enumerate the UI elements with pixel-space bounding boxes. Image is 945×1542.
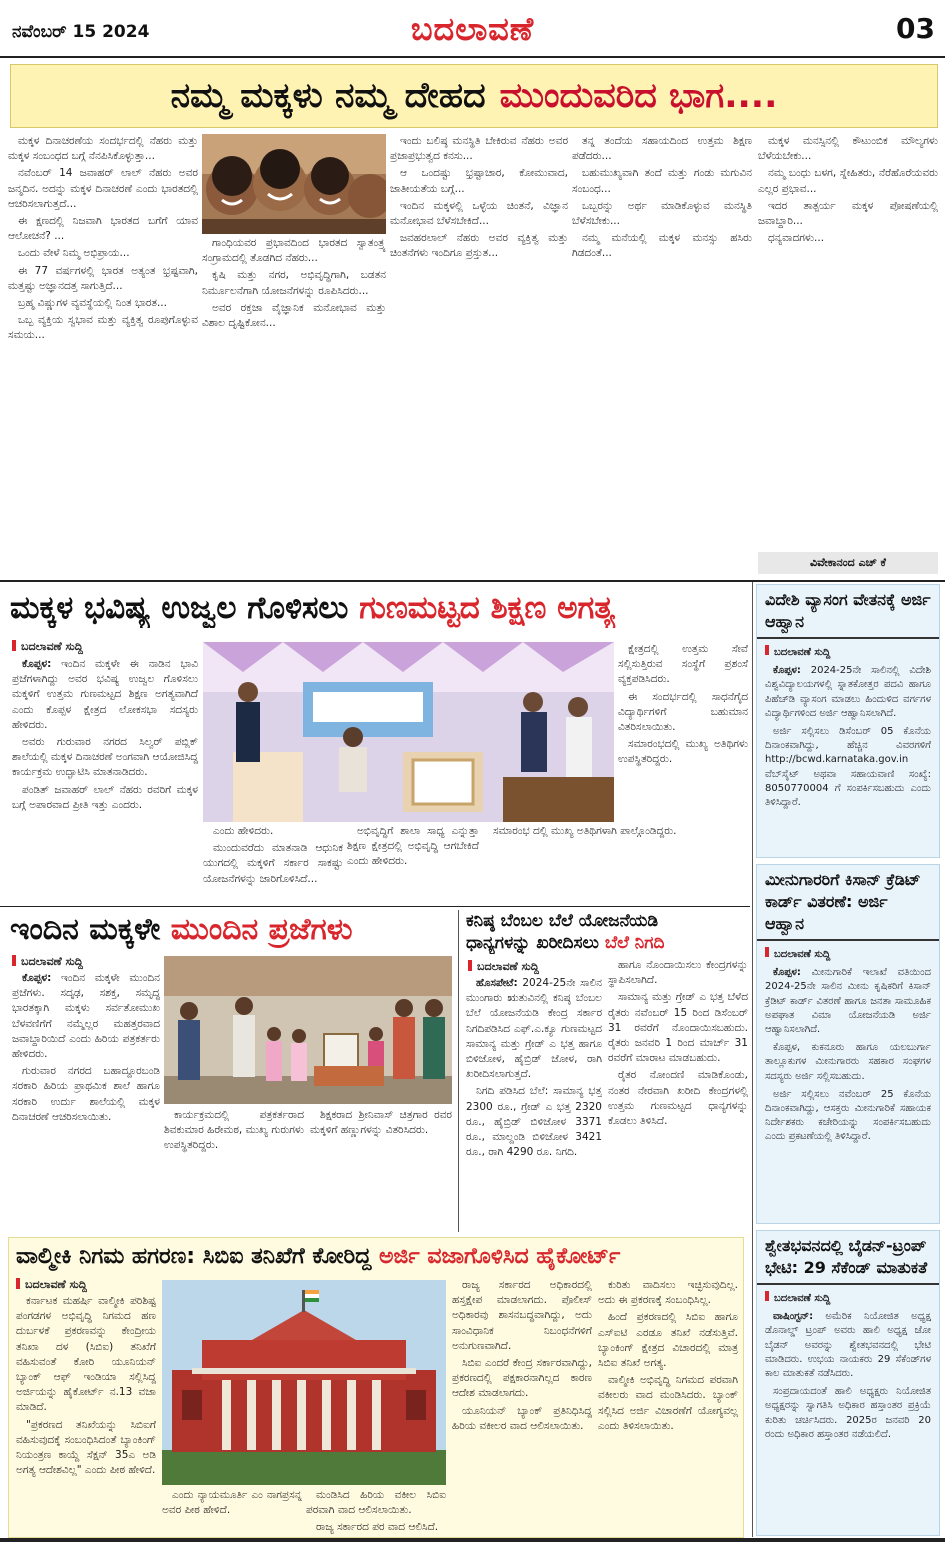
newspaper-name: ಬದಲಾವಣೆ bbox=[410, 10, 535, 48]
paragraph: ಅರ್ಜಿ ಸಲ್ಲಿಸಲು ನವೆಂಬರ್ 25 ಕೊನೆಯ ದಿನಾಂಕವಾಗಿದ್ದು, ಆಸಕ್ತರು ಮೀನುಗಾರಿಕೆ ಸಹಾಯಕ ನಿರ್ದೇಶಕರು ಕಚೇರಿಯನ್ನು ಸಂಪರ್ಕಿಸಬಹುದು ಎಂದು ಪ್ರಕಟಣೆಯಲ್ಲಿ ತಿಳಿಸಿದ್ದಾರೆ. bbox=[765, 1088, 931, 1143]
valmiki-column-3 bbox=[598, 1278, 738, 1534]
paragraph: ಸಾಮಾನ್ಯ ಮತ್ತು ಗ್ರೇಡ್ ಎ ಭತ್ತ ಬೆಳೆದ ರೈತರು ನವೆಂಬರ್ 15 ರಿಂದ ಡಿಸೆಂಬರ್ 31 ರವರೆಗೆ ನೊಂದಾಯಿಸಬಹುದು. ರೈತರು ಜನವರಿ 1 ರಿಂದ ಮಾರ್ಚ್ 31 ರವರೆಗೆ ಮಾರಾಟ ಮಾಡಬಹುದು. bbox=[608, 991, 748, 1065]
education-strip-3 bbox=[483, 824, 748, 904]
photo-caption: ಎಂದು ಹೇಳಿದರು. bbox=[213, 825, 274, 837]
column-divider bbox=[458, 910, 459, 1232]
byline-text: ಬದಲಾವಣೆ ಸುದ್ದಿ bbox=[774, 1293, 831, 1304]
paragraph: ಕೃಷಿ ಮತ್ತು ನಗರ, ಅಭಿವೃದ್ಧಿಗಾಗಿ, ಬಡತನ ನಿರ್ಮೂಲನೆಗಾಗಿ ಯೋಜನೆಗಳನ್ನು ರೂಪಿಸಿದರು... bbox=[202, 269, 386, 297]
valmiki-headline-highlight: ಅರ್ಜಿ ವಜಾಗೊಳಿಸಿದ ಹೈಕೋರ್ಟ್ bbox=[379, 1244, 621, 1269]
paragraph-text: ಇಂದಿನ ಮಕ್ಕಳೇ ಮುಂದಿನ ಪ್ರಜೆಗಳು. ಸದೃಢ, ಸಶಕ್ತ, ಸಮೃದ್ಧ ಭಾರತಕ್ಕಾಗಿ ಮಕ್ಕಳು ಸರ್ವತೋಮುಖ ಬೆಳವಣಿಗೆಗೆ ನಮ್ಮೆಲ್ಲರ ಮಹತ್ತರವಾದ ಜವಾಬ್ದಾರಿಯಿದೆ ಎಂದು ಹಿರಿಯ ಪತ್ರಕರ್ತರು ಹೇಳಿದರು. bbox=[12, 972, 160, 1061]
education-column-2 bbox=[618, 642, 748, 822]
masthead bbox=[0, 0, 945, 58]
dateline: ಕೊಪ್ಪಳ: bbox=[773, 665, 801, 677]
foreign-scholarship-body bbox=[757, 639, 939, 820]
paragraph: ವಾಲ್ಮೀಕಿ ಅಭಿವೃದ್ಧಿ ನಿಗಮದ ಪರವಾಗಿ ವಕೀಲರು ವಾದ ಮಂಡಿಸಿದರು. ಬ್ಯಾಂಕ್ ಸಲ್ಲಿಸಿದ ಅರ್ಜಿ ವಿಚಾರಣೆಗೆ ಯೋಗ್ಯವಲ್ಲ ಎಂದು ತಿಳಿಸಲಾಯಿತು. bbox=[598, 1374, 738, 1432]
paragraph: ಇದರ ತಾತ್ಪರ್ಯ ಮಕ್ಕಳ ಪೋಷಣೆಯಲ್ಲಿ ಜವಾಬ್ದಾರಿ... bbox=[758, 199, 938, 228]
paragraph: ನಮ್ಮ ಬಂಧು ಬಳಗ, ಸ್ನೇಹಿತರು, ನೆರೆಹೊರೆಯವರು ಎಲ್ಲರ ಪ್ರಭಾವ... bbox=[758, 167, 938, 195]
paragraph: ಕೊಪ್ಪಳ, ಕುಕನೂರು ಹಾಗೂ ಯಲಬುರ್ಗಾ ತಾಲ್ಲೂಕುಗಳ ಮೀನುಗಾರರು ಸಹಕಾರ ಸಂಘಗಳ ಸದಸ್ಯರು ಅರ್ಜಿ ಸಲ್ಲಿಸಬಹುದು. bbox=[765, 1042, 931, 1082]
paragraph: ಮಕ್ಕಳ ದಿನಾಚರಣೆಯ ಸಂದರ್ಭದಲ್ಲಿ ನೆಹರು ಮತ್ತು ಮಕ್ಕಳ ಸಂಬಂಧದ ಬಗ್ಗೆ ನೆನಪಿಸಿಕೊಳ್ಳುತ್ತಾ... bbox=[8, 135, 198, 163]
feature-headline bbox=[10, 64, 938, 128]
byline-text: ಬದಲಾವಣೆ ಸುದ್ದಿ bbox=[774, 949, 831, 960]
paragraph: ಜವಹರಲಾಲ್ ನೆಹರು ಅವರ ವ್ಯಕ್ತಿತ್ವ ಮತ್ತು ಚಿಂತನೆಗಳು ಇಂದಿಗೂ ಪ್ರಸ್ತುತ... bbox=[390, 232, 568, 260]
fishermen-kcc-title: ಮೀನುಗಾರರಿಗೆ ಕಿಸಾನ್ ಕ್ರೆಡಿಟ್ ಕಾರ್ಡ್ ವಿತರಣೆ: ಅರ್ಜಿ ಆಹ್ವಾನ bbox=[757, 865, 939, 941]
msp-headline-line-1: ಕನಿಷ್ಠ ಬೆಂಬಲ ಬೆಲೆ ಯೋಜನೆಯಡಿ bbox=[466, 911, 659, 931]
photo-caption: ಎಂದು ನ್ಯಾಯಮೂರ್ತಿ ಎಂ ನಾಗಪ್ರಸನ್ನ ಅವರ ಪೀಠ ಹೇಳಿದೆ. bbox=[162, 1489, 302, 1517]
education-strip-2 bbox=[347, 824, 479, 904]
paragraph: ಶಿಕ್ಷಕರಾದ ಶ್ರೀನಿವಾಸ್ ಚಿತ್ರಗಾರ ರವರ ಮಕ್ಕಳಿಗೆ ಹಣ್ಣುಗಳನ್ನು ವಿತರಿಸಿದರು. bbox=[310, 1109, 452, 1137]
column-divider bbox=[752, 582, 753, 1537]
biden-trump-box bbox=[756, 1230, 940, 1536]
valmiki-column-2 bbox=[452, 1278, 592, 1534]
paragraph: ಈ ಸಂದರ್ಭದಲ್ಲಿ ಸಾಧನೆಗೈದ ವಿದ್ಯಾರ್ಥಿಗಳಿಗೆ ಬಹುಮಾನ ವಿತರಿಸಲಾಯಿತು. bbox=[618, 690, 748, 734]
paragraph bbox=[12, 657, 198, 733]
paragraph: ರಾಜ್ಯ ಸರ್ಕಾರದ ಅಧಿಕಾರದಲ್ಲಿ ಹಸ್ತಕ್ಷೇಪ ಮಾಡಲಾಗದು. ಪೊಲೀಸ್ ಅಧಿಕಾರವು ಶಾಸನಬದ್ಧವಾಗಿದ್ದು, ಅದು ಸಾಂವಿಧಾನಿಕ ನಿಬಂಧನೆಗಳಿಗೆ ಅನುಗುಣವಾಗಿದೆ. bbox=[452, 1279, 592, 1352]
paragraph: ಒಂದು ವೇಳೆ ನಿಮ್ಮ ಅಭಿಪ್ರಾಯ... bbox=[18, 247, 130, 260]
paragraph: ಅವರ ರಕ್ತಜಾ ವೈಜ್ಞಾನಿಕ ಮನೋಭಾವ ಮತ್ತು ವಿಶಾಲ ದೃಷ್ಟಿಕೋನ... bbox=[202, 301, 386, 330]
education-strip-1 bbox=[203, 824, 343, 904]
paragraph: ಹಿಂದೆ ಪ್ರಕರಣದಲ್ಲಿ ಸಿಬಿಐ ಹಾಗೂ ಎಸ್ಐಟಿ ಎರಡೂ ತನಿಖೆ ನಡೆಸುತ್ತಿವೆ. ಬ್ಯಾಂಕಿಂಗ್ ಕ್ಷೇತ್ರದ ವಿಚಾರದಲ್ಲಿ ಮಾತ್ರ ಸಿಬಿಐ ತನಿಖೆ ಅಗತ್ಯ. bbox=[598, 1311, 738, 1370]
paragraph bbox=[765, 1310, 931, 1381]
author-credit: ವಿವೇಕಾನಂದ ಎಚ್ ಕೆ bbox=[758, 552, 938, 574]
byline-text: ಬದಲಾವಣೆ ಸುದ್ದಿ bbox=[25, 1278, 87, 1291]
paragraph-text: ಅಮೆರಿಕ ನಿಯೋಜಿತ ಅಧ್ಯಕ್ಷ ಡೊನಾಲ್ಡ್ ಟ್ರಂಪ್ ಅವರು ಹಾಲಿ ಅಧ್ಯಕ್ಷ ಜೋ ಬೈಡನ್ ಅವರನ್ನು ಶ್ವೇತಭವನದಲ್ಲಿ ಭೇಟಿ ಮಾಡಿದರು. ಉಭಯ ನಾಯಕರು 29 ಸೆಕೆಂಡ್‌ಗಳ ಕಾಲ ಮಾತುಕತೆ ನಡೆಸಿದರು. bbox=[765, 1311, 931, 1380]
education-headline-highlight: ಗುಣಮಟ್ಟದ ಶಿಕ್ಷಣ ಅಗತ್ಯ bbox=[359, 590, 616, 626]
section-divider bbox=[0, 580, 945, 582]
paragraph: ಕ್ಷೇತ್ರದಲ್ಲಿ ಉತ್ತಮ ಸೇವೆ ಸಲ್ಲಿಸುತ್ತಿರುವ ಸಂಸ್ಥೆಗೆ ಪ್ರಶಂಸೆ ವ್ಯಕ್ತಪಡಿಸಿದರು. bbox=[618, 643, 748, 686]
paragraph-text: 2024-25ನೇ ಸಾಲಿನಲ್ಲಿ ವಿದೇಶಿ ವಿಶ್ವವಿದ್ಯಾಲಯಗಳಲ್ಲಿ ಸ್ನಾತಕೋತ್ತರ ಪದವಿ ಹಾಗೂ ಪಿಹೆಚ್‌ಡಿ ವ್ಯಾಸಂಗ ಮಾಡಲು ಹಿಂದುಳಿದ ವರ್ಗಗಳ ವಿದ್ಯಾರ್ಥಿಗಳಿಂದ ಅರ್ಜಿ ಆಹ್ವಾನಿಸಲಾಗಿದೆ. bbox=[765, 665, 931, 719]
paragraph: ಸಂಪ್ರದಾಯದಂತೆ ಹಾಲಿ ಅಧ್ಯಕ್ಷರು ನಿಯೋಜಿತ ಅಧ್ಯಕ್ಷರನ್ನು ಸ್ವಾಗತಿಸಿ ಅಧಿಕಾರ ಹಸ್ತಾಂತರ ಪ್ರಕ್ರಿಯೆ ಕುರಿತು ಚರ್ಚಿಸಿದರು. 2025ರ ಜನವರಿ 20 ರಂದು ಅಧಿಕಾರ ಹಸ್ತಾಂತರ ನಡೆಯಲಿದೆ. bbox=[765, 1386, 931, 1440]
paragraph: ತನ್ನ ತಂದೆಯ ಸಹಾಯದಿಂದ ಉತ್ತಮ ಶಿಕ್ಷಣ ಪಡೆದರು... bbox=[572, 135, 752, 163]
paragraph: ಮಕ್ಕಳ ಮನಸ್ಸಿನಲ್ಲಿ ಕೌಟುಂಬಿಕ ಮೌಲ್ಯಗಳು ಬೆಳೆಯಬೇಕು... bbox=[758, 135, 938, 163]
dateline: ಹೊಸಪೇಟೆ: bbox=[476, 977, 518, 989]
paragraph: ಅಭಿವೃದ್ಧಿಗೆ ಶಾಲಾ ಸಾಧ್ಯ ಎನ್ನುತ್ತಾ ಶಿಕ್ಷಣ ಕ್ಷೇತ್ರದಲ್ಲಿ ಅಭಿವೃದ್ಧಿ ಆಗಬೇಕಿದೆ ಎಂದು ಹೇಳಿದರು. bbox=[347, 825, 479, 868]
paragraph: ಕರ್ನಾಟಕ ಮಹರ್ಷಿ ವಾಲ್ಮೀಕಿ ಪರಿಶಿಷ್ಟ ಪಂಗಡಗಳ ಅಭಿವೃದ್ಧಿ ನಿಗಮದ ಹಣ ದುರ್ಬಳಕೆ ಪ್ರಕರಣವನ್ನು ಕೇಂದ್ರೀಯ ತನಿಖಾ ದಳ (ಸಿಬಿಐ) ತನಿಖೆಗೆ ವಹಿಸುವಂತೆ ಕೋರಿ ಯೂನಿಯನ್ ಬ್ಯಾಂಕ್ ಆಫ್ ಇಂಡಿಯಾ ಸಲ್ಲಿಸಿದ್ದ ಅರ್ಜಿಯನ್ನು ಹೈಕೋರ್ಟ್ ನ.13 ವಜಾ ಮಾಡಿದೆ. bbox=[16, 1295, 156, 1414]
paragraph: ಅವರು ಗುರುವಾರ ನಗರದ ಸಿಲ್ವರ್ ಪಬ್ಲಿಕ್ ಶಾಲೆಯಲ್ಲಿ ಮಕ್ಕಳ ದಿನಾಚರಣೆ ಅಂಗವಾಗಿ ಆಯೋಜಿಸಿದ್ದ ಕಾರ್ಯಕ್ರಮ ಉದ್ಘಾಟಿಸಿ ಮಾತನಾಡಿದರು. bbox=[12, 736, 198, 779]
paragraph: ಧನ್ಯವಾದಗಳು... bbox=[768, 232, 825, 245]
citizens-headline-highlight: ಮುಂದಿನ ಪ್ರಜೆಗಳು bbox=[170, 912, 353, 947]
paragraph-text: ಇಂದಿನ ಮಕ್ಕಳೇ ಈ ನಾಡಿನ ಭಾವಿ ಪ್ರಜೆಗಳಾಗಿದ್ದು ಅವರ ಭವಿಷ್ಯ ಉಜ್ವಲ ಗೊಳಿಸಲು ಮಕ್ಕಳಿಗೆ ಉತ್ತಮ ಗುಣಮಟ್ಟದ ಶಿಕ್ಷಣ ಅಗತ್ಯವಾಗಿದೆ ಎಂದು ಕೊಪ್ಪಳ ಕ್ಷೇತ್ರದ ಲೋಕಸಭಾ ಸದಸ್ಯರು ಹೇಳಿದರು. bbox=[12, 658, 198, 731]
education-headline-main: ಮಕ್ಕಳ ಭವಿಷ್ಯ ಉಜ್ವಲ ಗೊಳಿಸಲು bbox=[10, 590, 349, 626]
children-photo bbox=[202, 134, 386, 234]
dateline: ಕೊಪ್ಪಳ: bbox=[22, 972, 52, 984]
citizens-strip-1 bbox=[164, 1108, 304, 1232]
feature-column-5 bbox=[758, 134, 938, 546]
paragraph: ಈ ಕ್ಷಣದಲ್ಲಿ ನಿಜವಾಗಿ ಭಾರತದ ಬಗೆಗೆ ಯಾವ ಆಲೋಚನೆ? ... bbox=[8, 215, 198, 243]
paragraph bbox=[466, 976, 602, 1082]
paragraph: ಗುರುವಾರ ನಗರದ ಬಹಾದ್ದೂರಬಂಡಿ ಸರಕಾರಿ ಹಿರಿಯ ಪ್ರಾಥಮಿಕ ಶಾಲೆ ಹಾಗೂ ಸರಕಾರಿ ಉರ್ದು ಶಾಲೆಯಲ್ಲಿ ಮಕ್ಕಳ ದಿನಾಚರಣೆ ಆಚರಿಸಲಾಯಿತು. bbox=[12, 1065, 160, 1123]
msp-headline-line-2 bbox=[466, 932, 748, 954]
paragraph: ಸಮಾರಂಭ ದಲ್ಲಿ ಮುಖ್ಯ ಅತಿಥಿಗಳಾಗಿ ಪಾಲ್ಗೊಂಡಿದ್ದರು. bbox=[493, 825, 677, 837]
paragraph: ನಿಗದಿ ಪಡಿಸಿದ ಬೆಲೆ: ಸಾಮಾನ್ಯ ಭತ್ತ 2300 ರೂ., ಗ್ರೇಡ್ ಎ ಭತ್ತ 2320 ರೂ., ಹೈಬ್ರಿಡ್ ಬಿಳಿಜೋಳ 3371 ರೂ., ಮಾಲ್ದಂಡಿ ಬಿಳಿಜೋಳ 3421 ರೂ., ರಾಗಿ 4290 ರೂ. ನಿಗದಿ. bbox=[466, 1085, 602, 1159]
paragraph: ಆ ಒಂದಷ್ಟು ಭ್ರಷ್ಟಾಚಾರ, ಕೋಮುವಾದ, ಜಾತೀಯತೆಯ ಬಗ್ಗೆ... bbox=[390, 167, 568, 195]
biden-trump-body bbox=[757, 1285, 939, 1452]
byline-text: ಬದಲಾವಣೆ ಸುದ್ದಿ bbox=[21, 955, 83, 968]
page-bottom-rule bbox=[0, 1538, 945, 1542]
byline bbox=[765, 947, 931, 962]
dateline: ಕೊಪ್ಪಳ: bbox=[22, 658, 52, 670]
childrens-day-event-photo bbox=[203, 642, 614, 822]
high-court-photo bbox=[162, 1280, 446, 1485]
paragraph: ಈ 77 ವರ್ಷಗಳಲ್ಲಿ ಭಾರತ ಅತ್ಯಂತ ಭ್ರಷ್ಟವಾಗಿ, ಮತ್ತಷ್ಟು ಅಜ್ಞಾನದತ್ತ ಸಾಗುತ್ತಿದೆ... bbox=[8, 264, 198, 292]
byline bbox=[12, 640, 83, 654]
byline-text: ಬದಲಾವಣೆ ಸುದ್ದಿ bbox=[21, 640, 83, 653]
paragraph: ಪಂಡಿತ್ ಜವಾಹರ್ ಲಾಲ್ ನೆಹರು ರವರಿಗೆ ಮಕ್ಕಳ ಬಗ್ಗೆ ಅಪಾರವಾದ ಪ್ರೀತಿ ಇತ್ತು ಎಂದರು. bbox=[12, 783, 198, 811]
paragraph: ಬಹುಮುಖ್ಯವಾಗಿ ತಂದೆ ಮತ್ತು ಗಂಡು ಮಗುವಿನ ಸಂಬಂಧ... bbox=[572, 167, 752, 195]
section-divider bbox=[0, 906, 750, 907]
school-event-photo bbox=[164, 956, 452, 1104]
msp-headline-main: ಧಾನ್ಯಗಳನ್ನು ಖರೀದಿಸಲು bbox=[466, 933, 599, 953]
paragraph-text: ಮೀನುಗಾರಿಕೆ ಇಲಾಖೆ ವತಿಯಿಂದ 2024-25ನೇ ಸಾಲಿನ ಮೀನು ಕೃಷಿಕರಿಗೆ ಕಿಸಾನ್ ಕ್ರೆಡಿಟ್ ಕಾರ್ಡ್ ವಿತರಣೆ ಹಾಗೂ ಜನತಾ ಸಾಮೂಹಿಕ ಅಪಘಾತ ವಿಮಾ ಯೋಜನೆಯಡಿ ಅರ್ಜಿ ಆಹ್ವಾನಿಸಲಾಗಿದೆ. bbox=[765, 967, 931, 1036]
msp-headline-highlight: ಬೆಲೆ ನಿಗದಿ bbox=[604, 933, 665, 953]
paragraph: ಯೂನಿಯನ್ ಬ್ಯಾಂಕ್ ಪ್ರತಿನಿಧಿಸಿದ್ದ ಹಿರಿಯ ವಕೀಲರ ವಾದ ಆಲಿಸಲಾಯಿತು. bbox=[452, 1404, 592, 1432]
citizens-column-1 bbox=[12, 971, 160, 1231]
msp-column-2 bbox=[608, 958, 748, 1232]
dateline: ಕೊಪ್ಪಳ: bbox=[773, 967, 801, 979]
paragraph: ಸಿಬಿಐ ಎಂದರೆ ಕೇಂದ್ರ ಸರ್ಕಾರವಾಗಿದ್ದು, ಪ್ರಕರಣದಲ್ಲಿ ಪಕ್ಷಕಾರನಾಗಿಲ್ಲದ ಕಾರಣ ಆದೇಶ ಮಾಡಲಾಗದು. bbox=[452, 1357, 592, 1400]
valmiki-strip-2 bbox=[306, 1488, 446, 1536]
paragraph: ಕಾರ್ಯಕ್ರಮದಲ್ಲಿ ಪತ್ರಕರ್ತರಾದ ಶಿವಕುಮಾರ ಹಿರೇಮಠ, ಮುಖ್ಯ ಗುರುಗಳು ಉಪಸ್ಥಿತರಿದ್ದರು. bbox=[164, 1109, 304, 1152]
valmiki-strip-1 bbox=[162, 1488, 302, 1536]
feature-headline-highlight: ಮುಂದುವರಿದ ಭಾಗ.... bbox=[499, 76, 778, 116]
paragraph: "ಪ್ರಕರಣದ ತನಿಖೆಯನ್ನು ಸಿಬಿಐಗೆ ವಹಿಸುವುದಕ್ಕೆ ಸಂಬಂಧಿಸಿದಂತೆ ಬ್ಯಾಂಕಿಂಗ್ ನಿಯಂತ್ರಣ ಕಾಯ್ದೆ ಸೆಕ್ಷನ್ 35ಎ ಅಡಿ ಅಗತ್ಯ ಆದೇಶವಿಲ್ಲ" ಎಂದು ಪೀಠ ಹೇಳಿದೆ. bbox=[16, 1418, 156, 1477]
paragraph: ಒಬ್ಬ ವ್ಯಕ್ತಿಯ ಸ್ವಭಾವ ಮತ್ತು ವ್ಯಕ್ತಿತ್ವ ರೂಪುಗೊಳ್ಳುವ ಸಮಯ... bbox=[8, 314, 198, 342]
page-number: 03 bbox=[896, 12, 935, 45]
paragraph bbox=[765, 966, 931, 1037]
byline-text: ಬದಲಾವಣೆ ಸುದ್ದಿ bbox=[477, 960, 539, 973]
byline bbox=[12, 955, 83, 969]
byline-text: ಬದಲಾವಣೆ ಸುದ್ದಿ bbox=[774, 647, 831, 658]
paragraph bbox=[765, 664, 931, 721]
feature-column-3 bbox=[390, 134, 568, 574]
paragraph: ಇಂದು ಬಲಿಷ್ಠ ಮನಸ್ಥಿತಿ ಬೇಕಿರುವ ನೆಹರು ಅವರ ಪ್ರಜಾಪ್ರಭುತ್ವದ ಕನಸು... bbox=[390, 135, 568, 163]
paragraph: ಒಬ್ಬರನ್ನು ಅರ್ಥ ಮಾಡಿಕೊಳ್ಳುವ ಮನಸ್ಥಿತಿ ಬೆಳೆಸಬೇಕು... bbox=[572, 199, 752, 228]
msp-column-1 bbox=[466, 976, 602, 1232]
citizens-headline bbox=[10, 910, 450, 950]
paragraph bbox=[12, 971, 160, 1062]
citizens-headline-main: ಇಂದಿನ ಮಕ್ಕಳೇ bbox=[10, 912, 161, 947]
foreign-scholarship-box bbox=[756, 584, 940, 858]
feature-column-1 bbox=[8, 134, 198, 574]
paragraph: ಇಂದಿನ ಮಕ್ಕಳಲ್ಲಿ ಒಳ್ಳೆಯ ಚಿಂತನೆ, ವಿಜ್ಞಾನ ಮನೋಭಾವ ಬೆಳೆಸಬೇಕಿದೆ... bbox=[390, 199, 568, 228]
paragraph: ರೈತರ ನೋಂದಣಿ ಮಾಡಿಕೊಂಡು, ನಂತರ ನೇರವಾಗಿ ಖರೀದಿ ಕೇಂದ್ರಗಳಲ್ಲಿ ಉತ್ತಮ ಗುಣಮಟ್ಟದ ಧಾನ್ಯಗಳನ್ನು ಕೊಡಲು ತಿಳಿಸಿದೆ. bbox=[608, 1069, 748, 1128]
paragraph: ರಾಜ್ಯ ಸರ್ಕಾರದ ಪರ ವಾದ ಆಲಿಸಿದೆ. bbox=[316, 1521, 439, 1534]
fishermen-kcc-body bbox=[757, 941, 939, 1155]
valmiki-headline bbox=[16, 1241, 742, 1273]
paragraph: ಕುರಿತು ವಾದಿಸಲು ಇಚ್ಛಿಸುವುದಿಲ್ಲ. ಅದು ಈ ಪ್ರಕರಣಕ್ಕೆ ಸಂಬಂಧಿಸಿಲ್ಲ. bbox=[598, 1279, 738, 1307]
fishermen-kcc-box bbox=[756, 864, 940, 1224]
paragraph: ಸಮಾರಂಭದಲ್ಲಿ ಮುಖ್ಯ ಅತಿಥಿಗಳು ಉಪಸ್ಥಿತರಿದ್ದರು. bbox=[618, 738, 748, 766]
dateline: ವಾಷಿಂಗ್ಟನ್: bbox=[773, 1311, 814, 1323]
feature-column-2 bbox=[202, 236, 386, 574]
byline bbox=[16, 1278, 87, 1292]
paragraph-text: 2024-25ನೇ ಸಾಲಿನ ಮುಂಗಾರು ಋತುವಿನಲ್ಲಿ ಕನಿಷ್ಠ ಬೆಂಬಲ ಬೆಲೆ ಯೋಜನೆಯಡಿ ಕೇಂದ್ರ ಸರ್ಕಾರ ನಿಗದಿಪಡಿಸಿದ ಎಫ್.ಎ.ಕ್ಯೂ ಗುಣಮಟ್ಟದ ಸಾಮಾನ್ಯ ಮತ್ತು ಗ್ರೇಡ್ ಎ ಭತ್ತ ಹಾಗೂ ಬಿಳಿಜೋಳ, ಹೈಬ್ರಿಡ್ ಜೋಳ, ರಾಗಿ ಖರೀದಿಸಲಾಗುತ್ತದೆ. bbox=[466, 977, 602, 1081]
paragraph: ಮಂಡಿಸಿದ ಹಿರಿಯ ವಕೀಲ ಸಿಬಿಐ ಪರವಾಗಿ ವಾದ ಆಲಿಸಲಾಯಿತು. bbox=[306, 1489, 446, 1517]
byline bbox=[468, 960, 539, 974]
paragraph: ಅರ್ಜಿ ಸಲ್ಲಿಸಲು ಡಿಸೆಂಬರ್ 05 ಕೊನೆಯ ದಿನಾಂಕವಾಗಿದ್ದು, ಹೆಚ್ಚಿನ ವಿವರಗಳಿಗೆ http://bcwd.karnataka.gov.in ವೆಬ್‌ಸೈಟ್ ಅಥವಾ ಸಹಾಯವಾಣಿ ಸಂಖ್ಯೆ: 8050770004 ಗೆ ಸಂಪರ್ಕಿಸಬಹುದು ಎಂದು ತಿಳಿಸಿದ್ದಾರೆ. bbox=[765, 726, 931, 809]
issue-date: ನವೆಂಬರ್ 15 2024 bbox=[12, 22, 150, 42]
feature-headline-main: ನಮ್ಮ ಮಕ್ಕಳು ನಮ್ಮ ದೇಹದ bbox=[170, 76, 486, 116]
paragraph: ಹಾಗೂ ನೊಂದಾಯಿಸಲು ಕೇಂದ್ರಗಳನ್ನು ಸ್ಥಾಪಿಸಲಾಗಿದೆ. bbox=[608, 959, 748, 987]
byline bbox=[765, 645, 931, 660]
valmiki-headline-main: ವಾಲ್ಮೀಕಿ ನಿಗಮ ಹಗರಣ: ಸಿಬಿಐ ತನಿಖೆಗೆ ಕೋರಿದ್ದ bbox=[16, 1244, 372, 1269]
citizens-strip-2 bbox=[310, 1108, 452, 1232]
paragraph: ನಮ್ಮ ಮನೆಯಲ್ಲಿ ಮಕ್ಕಳ ಮನಸ್ಸು ಹಸಿರು ಗಿಡದಂತೆ... bbox=[572, 232, 752, 260]
valmiki-column-1 bbox=[16, 1294, 156, 1534]
feature-column-4 bbox=[572, 134, 752, 574]
paragraph: ನವೆಂಬರ್ 14 ಜವಾಹರ್ ಲಾಲ್ ನೆಹರು ಅವರ ಜನ್ಮದಿನ. ಅದನ್ನು ಮಕ್ಕಳ ದಿನಾಚರಣೆ ಎಂದು ಭಾರತದಲ್ಲಿ ಆಚರಿಸಲಾಗುತ್ತದೆ... bbox=[8, 167, 198, 210]
paragraph: ಗಾಂಧಿಯವರ ಪ್ರಭಾವದಿಂದ ಭಾರತದ ಸ್ವಾತಂತ್ರ್ಯ ಸಂಗ್ರಾಮದಲ್ಲಿ ತೊಡಗಿದ ನೆಹರು... bbox=[202, 237, 386, 265]
biden-trump-title: ಶ್ವೇತಭವನದಲ್ಲಿ ಬೈಡನ್-ಟ್ರಂಪ್ ಭೇಟಿ: 29 ಸೆಕೆಂಡ್ ಮಾತುಕತೆ bbox=[757, 1231, 939, 1285]
foreign-scholarship-title: ವಿದೇಶಿ ವ್ಯಾಸಂಗ ವೇತನಕ್ಕೆ ಅರ್ಜಿ ಆಹ್ವಾನ bbox=[757, 585, 939, 639]
education-headline bbox=[10, 588, 746, 628]
education-column-1 bbox=[12, 657, 198, 905]
paragraph: ಮುಂದುವರೆದು ಮಾತನಾಡಿ ಆಧುನಿಕ ಯುಗದಲ್ಲಿ ಮಕ್ಕಳಿಗೆ ಸರ್ಕಾರ ಸಾಕಷ್ಟು ಯೋಜನೆಗಳನ್ನು ಜಾರಿಗೊಳಿಸಿದೆ... bbox=[203, 842, 343, 885]
paragraph: ಬ್ರಹ್ಮ ವಿಷ್ಣುಗಳ ವ್ಯವಸ್ಥೆಯಲ್ಲಿ ನಿಂತ ಭಾರತ... bbox=[18, 297, 167, 310]
byline bbox=[765, 1291, 931, 1306]
